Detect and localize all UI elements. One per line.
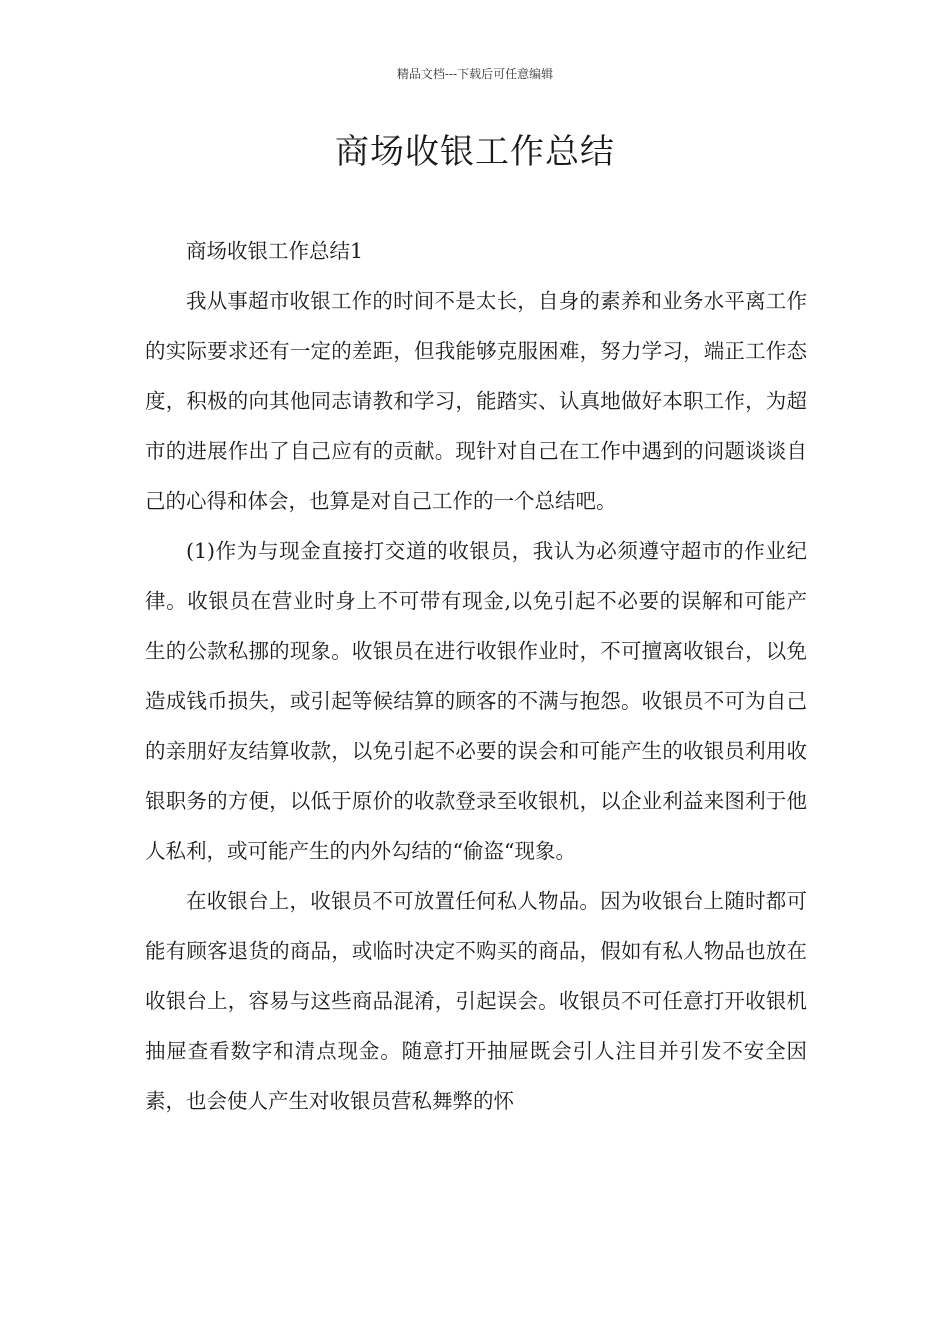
paragraph: 我从事超市收银工作的时间不是太长，自身的素养和业务水平离工作的实际要求还有一定的差距，但我能够克服困难，努力学习，端正工作态度，积极的向其他同志请教和学习，能踏实、认真地做好本职工作，为超市的进展作出了自己应有的贡献。现针对自己在工作中遇到的问题谈谈自己的心得和体会，也算是对自己工作的一个总结吧。 bbox=[145, 289, 807, 513]
section-heading: 商场收银工作总结1 bbox=[186, 239, 364, 263]
paragraph: (1)作为与现金直接打交道的收银员，我认为必须遵守超市的作业纪律。收银员在营业时身上不可带有现金,以免引起不必要的误解和可能产生的公款私挪的现象。收银员在进行收银作业时，不可擅离收银台，以免造成钱币损失，或引起等候结算的顾客的不满与抱怨。收银员不可为自己的亲朋好友结算收款，以免引起不必要的误会和可能产生的收银员利用收银职务的方便，以低于原价的收款登录至收银机，以企业利益来图利于他人私利，或可能产生的内外勾结的“偷盗“现象。 bbox=[145, 539, 807, 863]
header-note: 精品文档---下载后可任意编辑 bbox=[396, 67, 554, 81]
document-body bbox=[145, 226, 807, 1126]
document-title: 商场收银工作总结 bbox=[335, 132, 615, 172]
paragraph: 在收银台上，收银员不可放置任何私人物品。因为收银台上随时都可能有顾客退货的商品，或临时决定不购买的商品，假如有私人物品也放在收银台上，容易与这些商品混淆，引起误会。收银员不可任意打开收银机抽屉查看数字和清点现金。随意打开抽屉既会引人注目并引发不安全因素，也会使人产生对收银员营私舞弊的怀 bbox=[145, 889, 807, 1113]
